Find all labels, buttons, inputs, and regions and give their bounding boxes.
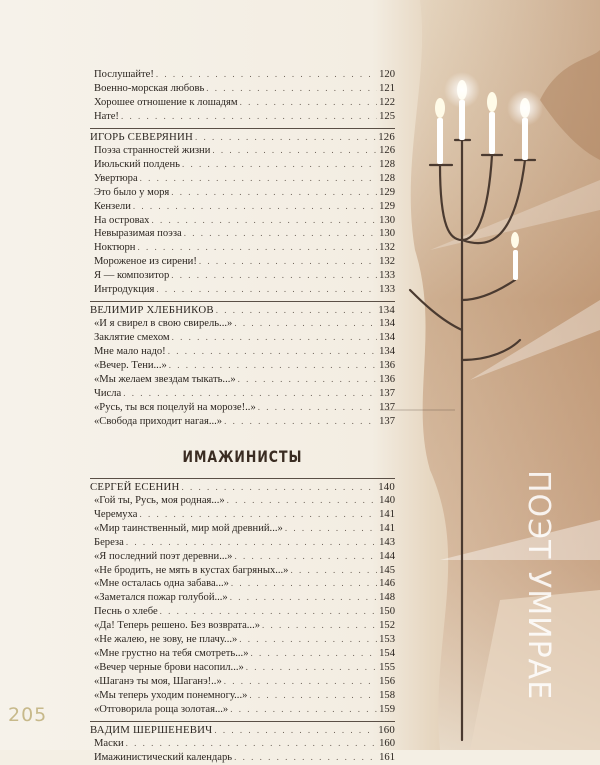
page-ref: 129 [379,186,395,198]
dot-leader [160,605,377,618]
toc-entry [90,241,395,255]
toc-entry [90,158,395,172]
toc-entry [90,68,395,82]
dot-leader [169,359,377,372]
dot-leader [151,214,377,227]
entry-title: Послушайте! [94,69,154,80]
page-ref: 150 [379,606,395,618]
entry-title: «Русь, ты вся поцелуй на морозе!..» [94,401,256,413]
vertical-chapter-title-text: ПОЭТ УМИРАЕ [521,470,556,701]
entry-title: Я — композитор [94,270,170,282]
entry-title: Июльский полдень [94,158,180,170]
toc-entry [90,96,395,110]
entry-title: «Свобода приходит нагая...» [94,415,223,427]
toc-entry [90,689,395,703]
toc-entry [90,415,395,429]
dot-leader [238,373,377,386]
dot-leader [227,494,377,507]
toc-entry [90,110,395,124]
dot-leader [182,158,377,171]
page-ref: 161 [379,751,395,763]
dot-leader [224,415,377,428]
page-ref: 156 [379,676,395,688]
toc-entry [90,214,395,228]
page-ref: 158 [379,690,395,702]
toc-entry [90,703,395,717]
toc-entry [90,269,395,283]
page-ref: 126 [379,144,395,156]
entry-title: На островах [94,214,150,226]
toc-entry [90,283,395,297]
page-ref: 126 [378,130,395,143]
toc-entries [90,144,395,297]
toc-entry [90,227,395,241]
page-ref: 160 [379,737,395,749]
dot-leader [156,283,377,296]
dot-leader [285,522,377,535]
toc-entries [90,68,395,124]
dot-leader [156,68,377,81]
toc-entry [90,200,395,214]
dot-leader [171,269,377,282]
entry-title: «Мир таинственный, мир мой древний...» [94,522,283,534]
toc-entry [90,536,395,550]
toc-entry [90,591,395,605]
entry-title: Хорошее отношение к лошадям [94,96,238,108]
dot-leader [168,345,377,358]
dot-leader [234,751,377,764]
toc-entry [90,317,395,331]
page-number: 205 [8,704,48,726]
entry-title: «Мы теперь уходим понемногу...» [94,690,248,702]
entry-title: «Вечер черные брови насопил...» [94,662,244,674]
entry-title: «Отговорила роща золотая...» [94,704,229,716]
page-ref: 159 [379,704,395,716]
entry-title: Нате! [94,110,119,122]
dot-leader [199,255,377,268]
toc-entries [90,317,395,429]
page-ref: 154 [379,648,395,660]
dot-leader [230,703,377,716]
entry-title: Черемуха [94,508,138,520]
page-ref: 130 [379,228,395,240]
entry-title: «Гой ты, Русь, моя родная...» [94,494,225,506]
toc-entry [90,186,395,200]
page-ref: 130 [379,214,395,226]
page-ref: 145 [379,564,395,576]
entry-title: Невыразимая поэза [94,228,182,240]
entry-title: «И я свирел в свою свирель...» [94,318,233,330]
dot-leader [246,661,377,674]
entry-title: Кензели [94,200,131,212]
page-ref: 120 [379,69,395,80]
page-ref: 153 [379,634,395,646]
toc-entry [90,345,395,359]
page-ref: 140 [378,480,395,493]
toc-entry [90,647,395,661]
toc-section-mayakovsky [90,68,395,124]
dot-leader [171,186,377,199]
dot-leader [126,737,377,750]
dot-leader [230,591,377,604]
dot-leader [137,241,377,254]
author-name: ВЕЛИМИР ХЛЕБНИКОВ [90,304,214,317]
page-ref: 121 [379,82,395,94]
toc-entry [90,550,395,564]
entry-title: Имажинистический календарь [94,751,233,763]
author-name: ВАДИМ ШЕРШЕНЕВИЧ [90,723,213,736]
toc-entries [90,737,395,765]
dot-leader [240,96,377,109]
entry-title: «Не жалею, не зову, не плачу...» [94,634,238,646]
page-ref: 125 [379,110,395,122]
group-title: ИМАЖИНИСТЫ [182,446,303,466]
page-ref: 146 [379,578,395,590]
entry-title: Числа [94,387,122,399]
toc-entry [90,359,395,373]
entry-title: Мороженое из сирени! [94,256,197,268]
toc-entry [90,737,395,751]
page-ref: 134 [379,332,395,344]
entry-title: «Заметался пожар голубой...» [94,592,228,604]
toc-entry [90,82,395,96]
page-ref: 148 [379,592,395,604]
toc-entries [90,494,395,717]
page-ref: 160 [378,723,395,736]
page-ref: 137 [379,387,395,399]
page-ref: 141 [379,522,395,534]
entry-title: «Я последний поэт деревни...» [94,550,233,562]
dot-leader [262,619,377,632]
dot-leader [224,675,377,688]
dot-leader [249,689,377,702]
dot-leader [212,144,377,157]
entry-title: «Мне грустно на тебя смотреть...» [94,648,249,660]
toc-entry [90,522,395,536]
entry-title: «Шаганэ ты моя, Шаганэ!..» [94,676,222,688]
dot-leader [234,317,377,330]
entry-title: Военно-морская любовь [94,82,205,94]
page-ref: 136 [379,374,395,386]
dot-leader [172,331,377,344]
toc-entry [90,577,395,591]
dot-leader [234,550,377,563]
dot-leader [140,172,377,185]
toc-entry [90,564,395,578]
dot-leader [121,110,377,123]
entry-title: Поэза странностей жизни [94,144,211,156]
entry-title: «Не бродить, не мять в кустах багряных...» [94,564,289,576]
table-of-contents [90,68,395,765]
toc-entry [90,255,395,269]
dot-leader [182,481,377,494]
toc-entry [90,331,395,345]
dot-leader [239,633,377,646]
entry-title: Береза [94,536,124,548]
dot-leader [290,564,377,577]
toc-section-khlebnikov [90,301,395,429]
dot-leader [126,536,377,549]
toc-entry [90,144,395,158]
dot-leader [195,131,376,144]
toc-section-shershenevich [90,721,395,765]
entry-title: Увертюра [94,172,138,184]
page-ref: 137 [379,401,395,413]
entry-title: Интродукция [94,284,155,296]
toc-entry [90,401,395,415]
author-heading [90,304,395,317]
page-ref: 134 [379,318,395,330]
toc-entry [90,387,395,401]
toc-entry [90,605,395,619]
dot-leader [214,724,376,737]
entry-title: Песнь о хлебе [94,606,158,618]
toc-entry [90,751,395,765]
entry-title: Заклятие смехом [94,332,170,344]
page-ref: 137 [379,415,395,427]
entry-title: «Вечер. Тени...» [94,360,167,372]
page-ref: 141 [379,508,395,520]
page-ref: 132 [379,256,395,268]
dot-leader [123,387,377,400]
toc-section-esenin [90,478,395,717]
entry-title: «Мы желаем звездам тыкать...» [94,374,236,386]
author-heading [90,481,395,494]
toc-entry [90,494,395,508]
entry-title: Это было у моря [94,186,170,198]
page-ref: 143 [379,536,395,548]
page-ref: 136 [379,360,395,372]
toc-entry [90,508,395,522]
page-ref: 133 [379,270,395,282]
page-ref: 122 [379,96,395,108]
toc-entry [90,172,395,186]
toc-entry [90,619,395,633]
dot-leader [184,227,377,240]
page-ref: 133 [379,284,395,296]
author-heading [90,724,395,737]
toc-entry [90,675,395,689]
entry-title: Ноктюрн [94,242,136,254]
author-name: ИГОРЬ СЕВЕРЯНИН [90,130,193,143]
vertical-chapter-title [516,470,556,730]
entry-title: «Мне осталась одна забава...» [94,578,229,590]
page-ref: 129 [379,200,395,212]
entry-title: «Да! Теперь решено. Без возврата...» [94,620,261,632]
page-ref: 140 [379,494,395,506]
author-name: СЕРГЕЙ ЕСЕНИН [90,480,180,493]
dot-leader [133,200,377,213]
page-ref: 144 [379,550,395,562]
author-heading [90,131,395,144]
dot-leader [206,82,377,95]
dot-leader [216,304,376,317]
toc-entry [90,633,395,647]
dot-leader [251,647,377,660]
page-ref: 132 [379,242,395,254]
toc-entry [90,661,395,675]
dot-leader [258,401,377,414]
dot-leader [139,508,377,521]
page-ref: 155 [379,662,395,674]
page-ref: 134 [379,346,395,358]
page-ref: 128 [379,172,395,184]
dot-leader [231,577,377,590]
page-ref: 128 [379,158,395,170]
entry-title: Маски [94,737,124,749]
page-ref: 152 [379,620,395,632]
toc-section-severyanin [90,128,395,297]
page-ref: 134 [378,304,395,317]
entry-title: Мне мало надо! [94,346,166,358]
toc-entry [90,373,395,387]
